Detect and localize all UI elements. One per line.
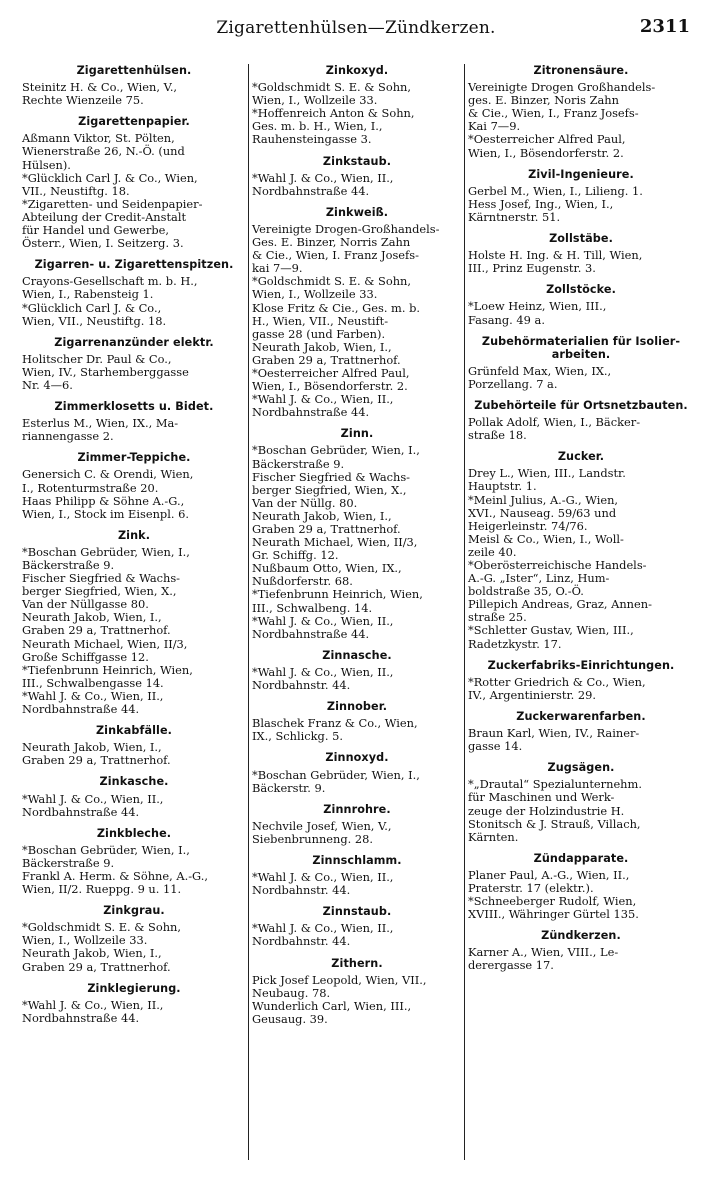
entry-line: Neurath Jakob, Wien, I., xyxy=(22,740,162,755)
entry-line: Bäckerstraße 9. xyxy=(22,558,115,572)
entry-line: Geusaug. 39. xyxy=(252,1011,328,1026)
entry-line: Wien, VII., Neustiftg. 18. xyxy=(22,313,167,328)
entry-line: Fischer Siegfried & Wachs- xyxy=(252,469,411,484)
section-heading: Zigarettenhülsen. xyxy=(76,64,192,77)
entry-line: *Tiefenbrunn Heinrich, Wien, xyxy=(252,587,423,602)
entry-line: *Zigaretten- und Seidenpapier- xyxy=(22,196,203,211)
directory-entry xyxy=(22,741,246,767)
entry-line: Radetzkystr. 17. xyxy=(468,636,562,651)
directory-entry xyxy=(252,223,462,275)
directory-section xyxy=(22,258,246,327)
entry-line: zeuge der Holzindustrie H. xyxy=(468,803,625,818)
entry-line: berger Siegfried, Wien, X., xyxy=(252,482,407,497)
directory-entry xyxy=(252,820,462,846)
entry-line: *Boschan Gebrüder, Wien, I., xyxy=(252,767,420,782)
entry-line: Neurath Michael, Wien, II/3, xyxy=(252,535,418,550)
entry-line: Aßmann Viktor, St. Pölten, xyxy=(22,131,175,146)
directory-entry xyxy=(22,81,246,107)
directory-entry xyxy=(22,793,246,819)
entry-line: *Oesterreicher Alfred Paul, xyxy=(252,365,410,380)
entry-line: berger Siegfried, Wien, X., xyxy=(22,584,177,599)
section-heading: Zuckerwarenfarben. xyxy=(516,709,646,723)
entry-line: VII., Neustiftg. 18. xyxy=(22,183,130,198)
entry-line: *Wahl J. & Co., Wien, II., xyxy=(252,392,394,407)
entry-line: Nordbahnstraße 44. xyxy=(22,804,140,819)
directory-section xyxy=(22,775,246,818)
directory-entry xyxy=(252,510,462,536)
entry-line: Karner A., Wien, VIII., Le- xyxy=(468,945,619,960)
directory-entry xyxy=(22,947,246,973)
section-heading: Zithern. xyxy=(331,956,383,970)
column-divider xyxy=(464,64,465,1160)
entry-line: Frankl A. Herm. & Söhne, A.-G., xyxy=(22,868,208,883)
directory-entry xyxy=(252,717,462,743)
entry-line: Grünfeld Max, Wien, IX., xyxy=(468,363,612,378)
entry-line: Siebenbrunneng. 28. xyxy=(252,831,374,846)
section-heading: Zivil-Ingenieure. xyxy=(528,167,634,181)
page-header xyxy=(0,10,712,44)
section-heading: Zinnasche. xyxy=(322,648,392,662)
entry-line: Neurath Michael, Wien, II/3, xyxy=(22,636,188,651)
entry-line: Van der Nüllgasse 80. xyxy=(22,597,149,612)
entry-line: *Loew Heinz, Wien, III., xyxy=(468,299,607,314)
entry-line: Wien, I., Wollzeile 33. xyxy=(252,93,378,108)
entry-line: Nordbahnstr. 44. xyxy=(252,934,351,949)
entry-line: für Maschinen und Werk- xyxy=(468,790,615,805)
directory-entry xyxy=(252,974,462,1000)
entry-line: gasse 14. xyxy=(468,739,523,754)
section-heading: Zinkabfälle. xyxy=(95,724,173,738)
entry-line: A.-G. „Ister“, Linz, Hum- xyxy=(468,571,610,586)
entry-line: *Wahl J. & Co., Wien, II., xyxy=(252,170,394,185)
directory-entry xyxy=(22,664,246,690)
entry-line: Wien, IV., Starhemberggasse xyxy=(22,364,189,379)
entry-line: IX., Schlickg. 5. xyxy=(252,729,343,744)
directory-entry xyxy=(468,133,694,159)
directory-section xyxy=(252,64,462,147)
column-left xyxy=(22,60,246,1025)
directory-entry xyxy=(252,172,462,198)
entry-line: Meisl & Co., Wien, I., Woll- xyxy=(468,531,624,546)
entry-line: Drey L., Wien, III., Landstr. xyxy=(468,466,626,481)
entry-line: Neubaug. 78. xyxy=(252,985,331,1000)
directory-entry xyxy=(468,869,694,895)
directory-entry xyxy=(22,638,246,664)
directory-section xyxy=(22,336,246,392)
directory-section xyxy=(252,905,462,948)
entry-line: ges. E. Binzer, Noris Zahn xyxy=(468,93,619,108)
column-middle xyxy=(252,60,462,1026)
directory-entry xyxy=(22,546,246,572)
entry-line: Wunderlich Carl, Wien, III., xyxy=(252,998,412,1013)
entry-line: *Wahl J. & Co., Wien, II., xyxy=(22,688,164,703)
entry-line: Steinitz H. & Co., Wien, V., xyxy=(22,80,178,95)
column-right xyxy=(468,60,694,973)
entry-line: Nechvile Josef, Wien, V., xyxy=(252,818,392,833)
entry-line: zeile 40. xyxy=(468,544,517,559)
directory-section xyxy=(468,168,694,224)
section-heading: Zinnober. xyxy=(326,700,388,714)
section-heading: Zinnstaub. xyxy=(322,905,392,919)
section-heading: Zimmerklosetts u. Bidet. xyxy=(54,400,214,414)
directory-entry xyxy=(22,468,246,494)
directory-entry xyxy=(252,536,462,562)
directory-section xyxy=(468,659,694,702)
section-heading: Zündapparate. xyxy=(533,851,629,865)
entry-line: *Glücklich Carl J. & Co., Wien, xyxy=(22,170,198,185)
entry-line: *Boschan Gebrüder, Wien, I., xyxy=(252,443,420,458)
section-heading: Zubehörteile für Ortsnetzbauten. xyxy=(474,398,688,412)
directory-section xyxy=(22,451,246,520)
entry-line: H., Wien, VII., Neustift- xyxy=(252,313,389,328)
entry-line: Neurath Jakob, Wien, I., xyxy=(22,946,162,961)
section-heading: Zink. xyxy=(117,528,151,542)
entry-line: *Schneeberger Rudolf, Wien, xyxy=(468,894,637,909)
entry-line: für Handel und Gewerbe, xyxy=(22,223,169,238)
section-heading: Zinn. xyxy=(340,427,374,441)
directory-entry xyxy=(468,895,694,921)
entry-line: III., Prinz Eugenstr. 3. xyxy=(468,261,596,276)
directory-entry xyxy=(252,922,462,948)
directory-entry xyxy=(468,494,694,533)
directory-entry xyxy=(22,999,246,1025)
entry-line: Kärntnerstr. 51. xyxy=(468,209,561,224)
entry-line: Rechte Wienzeile 75. xyxy=(22,93,144,108)
entry-line: Wien, I., Wollzeile 33. xyxy=(252,287,378,302)
entry-line: Nordbahnstr. 44. xyxy=(252,678,351,693)
directory-section xyxy=(22,529,246,716)
directory-entry xyxy=(468,300,694,326)
directory-entry xyxy=(252,275,462,301)
entry-line: *Boschan Gebrüder, Wien, I., xyxy=(22,842,190,857)
directory-section xyxy=(22,400,246,443)
entry-line: Nußbaum Otto, Wien, IX., xyxy=(252,561,402,576)
entry-line: Neurath Jakob, Wien, I., xyxy=(22,610,162,625)
section-heading: Zimmer-Teppiche. xyxy=(77,451,191,465)
directory-section xyxy=(22,115,246,250)
directory-entry xyxy=(468,198,694,224)
entry-line: Graben 29 a, Trattnerhof. xyxy=(252,352,401,367)
entry-line: Nordbahnstraße 44. xyxy=(252,183,370,198)
directory-entry xyxy=(22,302,246,328)
directory-section xyxy=(22,982,246,1025)
entry-line: Nr. 4—6. xyxy=(22,377,73,392)
entry-line: Haas Philipp & Söhne A.-G., xyxy=(22,493,185,508)
directory-entry xyxy=(468,727,694,753)
entry-line: *Goldschmidt S. E. & Sohn, xyxy=(252,80,411,95)
entry-line: Praterstr. 17 (elektr.). xyxy=(468,880,594,895)
entry-line: Pick Josef Leopold, Wien, VII., xyxy=(252,972,427,987)
directory-entry xyxy=(252,666,462,692)
directory-section xyxy=(252,649,462,692)
entry-line: *Wahl J. & Co., Wien, II., xyxy=(252,664,394,679)
entry-line: Nordbahnstraße 44. xyxy=(252,626,370,641)
entry-line: Wien, I., Bösendorferstr. 2. xyxy=(252,379,408,394)
directory-entry xyxy=(252,367,462,393)
entry-line: & Cie., Wien, I. Franz Josefs- xyxy=(252,248,419,263)
entry-line: Hauptstr. 1. xyxy=(468,479,537,494)
entry-line: *Wahl J. & Co., Wien, II., xyxy=(252,870,394,885)
entry-line: Vereinigte Drogen-Großhandels- xyxy=(252,221,440,236)
entry-line: Bäckerstraße 9. xyxy=(252,456,345,471)
directory-entry xyxy=(252,769,462,795)
directory-entry xyxy=(468,598,694,624)
entry-line: Abteilung der Credit-Anstalt xyxy=(22,209,187,224)
entry-line: *„Drautal“ Spezialunternehm. xyxy=(468,777,642,792)
entry-line: *Tiefenbrunn Heinrich, Wien, xyxy=(22,662,193,677)
entry-line: Graben 29 a, Trattnerhof. xyxy=(22,753,171,768)
entry-line: Crayons-Gesellschaft m. b. H., xyxy=(22,274,198,289)
entry-line: Esterlus M., Wien, IX., Ma- xyxy=(22,416,179,431)
directory-section xyxy=(468,399,694,442)
directory-entry xyxy=(22,198,246,250)
directory-section xyxy=(468,335,694,391)
entry-line: *Oberösterreichische Handels- xyxy=(468,558,647,572)
entry-line: Große Schiffgasse 12. xyxy=(22,649,149,664)
entry-line: Blaschek Franz & Co., Wien, xyxy=(252,716,418,731)
entry-line: *Oesterreicher Alfred Paul, xyxy=(468,132,626,147)
directory-section xyxy=(468,761,694,844)
entry-line: Vereinigte Drogen Großhandels- xyxy=(468,80,656,95)
section-heading: Zinkgrau. xyxy=(103,904,165,918)
directory-section xyxy=(252,155,462,198)
section-heading: Zinkasche. xyxy=(99,775,169,789)
directory-section xyxy=(468,852,694,921)
entry-line: IV., Argentinierstr. 29. xyxy=(468,687,596,702)
directory-entry xyxy=(22,844,246,870)
entry-line: boldstraße 35, O.-Ö. xyxy=(468,584,584,599)
directory-entry xyxy=(22,870,246,896)
directory-entry xyxy=(22,275,246,301)
entry-line: Stonitsch & J. Strauß, Villach, xyxy=(468,816,641,831)
entry-line: Wien, I., Rabensteig 1. xyxy=(22,287,154,302)
directory-entry xyxy=(252,471,462,510)
entry-line: Ges. m. b. H., Wien, I., xyxy=(252,119,383,134)
section-heading: Zinkweiß. xyxy=(325,205,389,219)
directory-entry xyxy=(22,572,246,611)
column-divider xyxy=(248,64,249,1160)
entry-line: Klose Fritz & Cie., Ges. m. b. xyxy=(252,300,421,315)
entry-line: Kärnten. xyxy=(468,829,519,844)
entry-line: Neurath Jakob, Wien, I., xyxy=(252,508,392,523)
directory-entry xyxy=(22,132,246,171)
directory-entry xyxy=(468,81,694,133)
entry-line: Wien, II/2. Rueppg. 9 u. 11. xyxy=(22,882,182,897)
entry-line: I., Rotenturmstraße 20. xyxy=(22,480,159,495)
directory-entry xyxy=(468,533,694,559)
directory-section xyxy=(252,751,462,794)
directory-entry xyxy=(252,562,462,588)
entry-line: III., Schwalbengasse 14. xyxy=(22,675,164,690)
directory-section xyxy=(252,957,462,1026)
section-heading: Zugsägen. xyxy=(547,761,615,775)
directory-entry xyxy=(252,871,462,897)
directory-entry xyxy=(22,417,246,443)
directory-section xyxy=(22,724,246,767)
entry-line: *Boschan Gebrüder, Wien, I., xyxy=(22,544,190,559)
entry-line: Neurath Jakob, Wien, I., xyxy=(252,339,392,354)
section-heading: Zubehörmaterialien für Isolier-arbeiten. xyxy=(481,334,681,361)
entry-line: *Wahl J. & Co., Wien, II., xyxy=(252,921,394,936)
directory-section xyxy=(252,803,462,846)
directory-section xyxy=(252,427,462,641)
directory-entry xyxy=(252,588,462,614)
entry-line: III., Schwalbeng. 14. xyxy=(252,600,373,615)
directory-section xyxy=(22,904,246,973)
entry-line: Planer Paul, A.-G., Wien, II., xyxy=(468,867,630,882)
entry-line: *Glücklich Carl J. & Co., xyxy=(22,300,162,315)
entry-line: Graben 29 a, Trattnerhof. xyxy=(22,623,171,638)
entry-line: *Goldschmidt S. E. & Sohn, xyxy=(22,920,181,935)
entry-line: Ges. E. Binzer, Norris Zahn xyxy=(252,235,411,250)
directory-entry xyxy=(468,624,694,650)
entry-line: Graben 29 a, Trattnerhof. xyxy=(22,959,171,974)
directory-section xyxy=(468,929,694,972)
entry-line: Pillepich Andreas, Graz, Annen- xyxy=(468,597,652,612)
entry-line: Rauhensteingasse 3. xyxy=(252,132,372,147)
directory-section xyxy=(252,206,462,420)
entry-line: gasse 28 (und Farben). xyxy=(252,326,386,341)
entry-line: straße 25. xyxy=(468,610,527,625)
entry-line: *Wahl J. & Co., Wien, II., xyxy=(252,613,394,628)
entry-line: Wien, I., Stock im Eisenpl. 6. xyxy=(22,506,189,521)
entry-line: derergasse 17. xyxy=(468,958,554,973)
directory-entry xyxy=(252,302,462,341)
directory-entry xyxy=(22,611,246,637)
entry-line: Nordbahnstraße 44. xyxy=(22,702,140,717)
directory-section xyxy=(22,64,246,107)
section-heading: Zinnoxyd. xyxy=(325,751,389,765)
page-number: 2311 xyxy=(639,16,690,37)
section-heading: Zinkbleche. xyxy=(96,826,172,840)
directory-entry xyxy=(22,690,246,716)
entry-line: Porzellang. 7 a. xyxy=(468,376,558,391)
page-title: Zigarettenhülsen—Zündkerzen. xyxy=(216,18,496,38)
entry-line: Graben 29 a, Trattnerhof. xyxy=(252,522,401,536)
directory-entry xyxy=(468,467,694,493)
entry-line: Wien, I., Bösendorferstr. 2. xyxy=(468,145,624,160)
entry-line: Nußdorferstr. 68. xyxy=(252,574,353,589)
entry-line: Fasang. 49 a. xyxy=(468,312,545,327)
entry-line: *Meinl Julius, A.-G., Wien, xyxy=(468,492,619,507)
directory-entry xyxy=(252,81,462,107)
section-heading: Zuckerfabriks-Einrichtungen. xyxy=(487,658,675,672)
section-heading: Zigarrenanzünder elektr. xyxy=(54,335,214,349)
entry-line: Hülsen). xyxy=(22,157,71,172)
directory-section xyxy=(468,283,694,326)
entry-line: Hess Josef, Ing., Wien, I., xyxy=(468,196,614,211)
entry-line: Kai 7—9. xyxy=(468,119,521,134)
directory-entry xyxy=(468,249,694,275)
directory-section xyxy=(468,64,694,160)
section-heading: Zollstäbe. xyxy=(549,232,613,246)
entry-line: Wien, I., Wollzeile 33. xyxy=(22,933,148,948)
directory-entry xyxy=(252,615,462,641)
entry-line: riannengasse 2. xyxy=(22,429,114,444)
directory-section xyxy=(468,450,694,650)
entry-line: Bäckerstraße 9. xyxy=(22,855,115,870)
entry-line: Holitscher Dr. Paul & Co., xyxy=(22,351,172,366)
section-heading: Zucker. xyxy=(557,450,605,464)
directory-entry xyxy=(22,172,246,198)
entry-line: Braun Karl, Wien, IV., Rainer- xyxy=(468,726,640,741)
entry-line: *Hoffenreich Anton & Sohn, xyxy=(252,106,415,121)
entry-line: XVI., Nauseag. 59/63 und xyxy=(468,505,617,520)
entry-line: Gr. Schiffg. 12. xyxy=(252,548,339,563)
section-heading: Zigarren- u. Zigarettenspitzen. xyxy=(34,258,234,272)
section-heading: Zinkoxyd. xyxy=(325,64,389,77)
directory-entry xyxy=(468,365,694,391)
directory-section xyxy=(22,827,246,896)
directory-entry xyxy=(252,107,462,146)
section-heading: Zinklegierung. xyxy=(87,981,181,995)
directory-entry xyxy=(22,353,246,392)
directory-section xyxy=(252,700,462,743)
section-heading: Zitronensäure. xyxy=(533,64,629,77)
entry-line: Wienerstraße 26, N.-Ö. (und xyxy=(22,144,185,159)
directory-entry xyxy=(252,393,462,419)
directory-entry xyxy=(468,416,694,442)
directory-section xyxy=(468,710,694,753)
directory-entry xyxy=(468,676,694,702)
entry-line: *Wahl J. & Co., Wien, II., xyxy=(22,997,164,1012)
entry-line: Fischer Siegfried & Wachs- xyxy=(22,571,181,586)
directory-entry xyxy=(468,185,694,198)
entry-line: *Rotter Griedrich & Co., Wien, xyxy=(468,674,646,689)
entry-line: Österr., Wien, I. Seitzerg. 3. xyxy=(22,236,184,251)
entry-line: & Cie., Wien, I., Franz Josefs- xyxy=(468,106,639,121)
directory-section xyxy=(468,232,694,275)
entry-line: kai 7—9. xyxy=(252,261,303,276)
entry-line: Gerbel M., Wien, I., Lilieng. 1. xyxy=(468,183,643,198)
entry-line: Pollak Adolf, Wien, I., Bäcker- xyxy=(468,415,641,430)
section-heading: Zigarettenpapier. xyxy=(78,115,190,129)
directory-entry xyxy=(468,778,694,843)
directory-entry xyxy=(252,341,462,367)
section-heading: Zündkerzen. xyxy=(541,929,621,943)
entry-line: Nordbahnstraße 44. xyxy=(252,405,370,420)
entry-line: straße 18. xyxy=(468,428,527,443)
entry-line: *Wahl J. & Co., Wien, II., xyxy=(22,791,164,806)
directory-entry xyxy=(252,444,462,470)
directory-section xyxy=(252,854,462,897)
entry-line: *Goldschmidt S. E. & Sohn, xyxy=(252,274,411,289)
directory-entry xyxy=(468,559,694,598)
entry-line: Van der Nüllg. 80. xyxy=(252,495,358,510)
directory-entry xyxy=(252,1000,462,1026)
entry-line: Genersich C. & Orendi, Wien, xyxy=(22,467,194,482)
entry-line: Bäckerstr. 9. xyxy=(252,780,326,795)
section-heading: Zinnrohre. xyxy=(323,802,391,816)
entry-line: Heigerleinstr. 74/76. xyxy=(468,518,588,533)
entry-line: Nordbahnstraße 44. xyxy=(22,1010,140,1025)
section-heading: Zinnschlamm. xyxy=(312,853,402,867)
directory-entry xyxy=(22,921,246,947)
section-heading: Zinkstaub. xyxy=(322,154,392,168)
directory-entry xyxy=(22,495,246,521)
entry-line: *Schletter Gustav, Wien, III., xyxy=(468,623,634,638)
section-heading: Zollstöcke. xyxy=(546,283,616,297)
entry-line: Nordbahnstr. 44. xyxy=(252,883,351,898)
entry-line: XVIII., Währinger Gürtel 135. xyxy=(468,907,639,922)
directory-entry xyxy=(468,946,694,972)
entry-line: Holste H. Ing. & H. Till, Wien, xyxy=(468,248,643,263)
